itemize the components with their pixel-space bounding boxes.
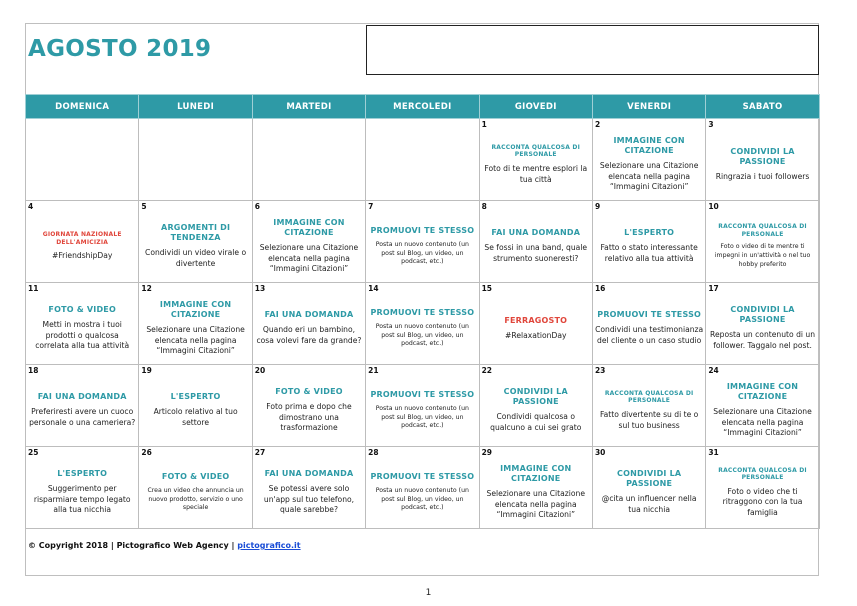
day-theme: FOTO & VIDEO xyxy=(48,305,116,315)
day-content xyxy=(141,295,249,362)
weekday-header: MERCOLEDI xyxy=(366,95,479,119)
day-cell xyxy=(252,365,365,447)
day-theme: FAI UNA DOMANDA xyxy=(264,469,354,479)
day-theme: IMMAGINE CON CITAZIONE xyxy=(159,300,232,320)
day-cell xyxy=(139,283,252,365)
day-description: Selezionare una Citazione elencata nella pagina “Immagini Citazioni” xyxy=(486,489,585,520)
day-cell xyxy=(26,447,139,529)
day-content xyxy=(368,213,476,280)
day-cell xyxy=(479,283,592,365)
day-number: 4 xyxy=(28,202,34,211)
day-description: Selezionare una Citazione elencata nella pagina “Immagini Citazioni” xyxy=(599,161,699,192)
day-number: 21 xyxy=(368,366,379,375)
day-cell xyxy=(706,283,819,365)
day-content xyxy=(595,377,703,444)
day-cell xyxy=(26,365,139,447)
day-theme: FAI UNA DOMANDA xyxy=(264,310,354,320)
day-cell xyxy=(366,447,479,529)
day-content xyxy=(595,213,703,280)
day-number: 5 xyxy=(141,202,147,211)
day-number: 1 xyxy=(481,120,487,129)
day-theme: PROMUOVI TE STESSO xyxy=(370,307,475,317)
day-number: 9 xyxy=(594,202,601,211)
day-content xyxy=(595,459,703,526)
day-description: Selezionare una Citazione elencata nella pagina “Immagini Citazioni” xyxy=(146,325,245,356)
day-cell xyxy=(366,365,479,447)
day-cell xyxy=(252,283,365,365)
day-theme: PROMUOVI TE STESSO xyxy=(370,471,475,481)
day-content xyxy=(708,131,816,198)
day-cell xyxy=(479,201,592,283)
day-description: Fatto o stato interessante relativo alla tua attività xyxy=(600,243,698,263)
day-description: Selezionare una Citazione elencata nella pagina “Immagini Citazioni” xyxy=(713,407,812,438)
day-theme: CONDIVIDI LA PASSIONE xyxy=(617,469,682,489)
day-cell xyxy=(26,201,139,283)
day-cell xyxy=(592,119,705,201)
day-cell xyxy=(139,447,252,529)
day-number: 22 xyxy=(481,366,492,375)
day-number: 17 xyxy=(708,284,719,293)
day-theme: ARGOMENTI DI TENDENZA xyxy=(161,223,231,243)
day-content xyxy=(141,459,249,526)
day-description: Fatto divertente su di te o sul tuo business xyxy=(599,409,699,430)
day-number: 15 xyxy=(481,284,492,293)
day-theme: RACCONTA QUALCOSA DI PERSONALE xyxy=(491,143,581,159)
day-description: Condividi una testimonianza del cliente o un caso studio xyxy=(595,325,704,345)
day-content xyxy=(368,459,476,526)
day-content xyxy=(708,295,816,362)
weekday-header: VENERDI xyxy=(592,95,705,119)
weekday-header: DOMENICA xyxy=(26,95,139,119)
day-content xyxy=(255,295,363,362)
day-number: 24 xyxy=(708,366,719,375)
day-content xyxy=(482,295,590,362)
day-cell xyxy=(139,201,252,283)
weekday-header: MARTEDI xyxy=(252,95,365,119)
day-content xyxy=(595,131,703,198)
day-cell xyxy=(252,447,365,529)
day-number: 14 xyxy=(368,284,379,293)
day-cell xyxy=(706,447,819,529)
day-description: Articolo relativo al tuo settore xyxy=(153,407,238,427)
day-description: #RelaxationDay xyxy=(505,330,567,340)
day-number: 29 xyxy=(481,448,492,457)
day-content xyxy=(595,295,703,362)
day-description: Foto o video di te mentre ti impegni in un'attività o nel tuo hobby preferito xyxy=(714,243,811,268)
day-content xyxy=(482,213,590,280)
footer xyxy=(28,541,301,550)
empty-day-cell xyxy=(366,119,479,201)
page-number: 1 xyxy=(425,588,432,598)
day-theme: CONDIVIDI LA PASSIONE xyxy=(503,387,568,407)
day-number: 26 xyxy=(141,448,152,457)
day-cell xyxy=(366,283,479,365)
notes-box xyxy=(366,25,819,75)
day-theme: RACCONTA QUALCOSA DI PERSONALE xyxy=(718,466,807,482)
copyright-text: © Copyright 2018 | Pictografico Web Agency | xyxy=(28,541,238,550)
day-description: Crea un video che annuncia un nuovo prodotto, servizio o uno speciale xyxy=(147,486,244,512)
weekday-header: LUNEDI xyxy=(139,95,252,119)
calendar-week-row xyxy=(26,119,820,201)
day-description: Selezionare una Citazione elencata nella pagina “Immagini Citazioni” xyxy=(259,243,359,274)
day-description: #FriendshipDay xyxy=(51,251,113,261)
day-description: Posta un nuovo contenuto (un post sul Blog, un video, un podcast, etc.) xyxy=(375,486,469,512)
day-number: 28 xyxy=(368,448,379,457)
day-theme: PROMUOVI TE STESSO xyxy=(597,310,702,320)
day-number: 13 xyxy=(254,284,266,293)
calendar-grid xyxy=(25,94,820,529)
day-cell xyxy=(139,365,252,447)
day-theme: FAI UNA DOMANDA xyxy=(37,392,127,402)
day-content xyxy=(28,213,136,280)
empty-day-cell xyxy=(139,119,252,201)
day-theme: FOTO & VIDEO xyxy=(275,387,343,397)
day-content xyxy=(482,377,590,444)
day-number: 8 xyxy=(481,202,487,211)
day-content xyxy=(255,213,363,280)
day-number: 27 xyxy=(254,448,266,457)
calendar-week-row xyxy=(26,283,820,365)
day-number: 20 xyxy=(254,366,266,375)
day-theme: GIORNATA NAZIONALE DELL'AMICIZIA xyxy=(42,231,122,246)
day-theme: CONDIVIDI LA PASSIONE xyxy=(730,146,795,166)
empty-day-cell xyxy=(26,119,139,201)
day-number: 25 xyxy=(28,448,39,457)
day-description: Foto di te mentre esplori la tua città xyxy=(484,163,588,184)
day-content xyxy=(708,377,816,444)
day-theme: IMMAGINE CON CITAZIONE xyxy=(613,136,685,156)
day-description: Se potessi avere solo un'app sul tuo telefono, quale sarebbe? xyxy=(263,484,355,515)
day-cell xyxy=(26,283,139,365)
day-theme: FAI UNA DOMANDA xyxy=(491,228,581,238)
day-content xyxy=(28,459,136,526)
day-theme: CONDIVIDI LA PASSIONE xyxy=(730,305,795,325)
day-content xyxy=(482,459,590,526)
day-number: 16 xyxy=(594,284,606,293)
day-cell xyxy=(592,283,705,365)
day-cell xyxy=(479,447,592,529)
day-number: 23 xyxy=(594,366,606,375)
day-description: Condividi qualcosa o qualcuno a cui sei grato xyxy=(490,412,582,432)
day-content xyxy=(28,295,136,362)
day-description: Suggerimento per risparmiare tempo legato alla tua nicchia xyxy=(33,484,131,515)
day-cell xyxy=(706,201,819,283)
day-description: Posta un nuovo contenuto (un post sul Blog, un video, un podcast, etc.) xyxy=(375,322,469,348)
day-cell xyxy=(252,201,365,283)
day-theme: PROMUOVI TE STESSO xyxy=(370,225,475,235)
day-cell xyxy=(366,201,479,283)
day-number: 12 xyxy=(141,284,152,293)
weekday-header-row xyxy=(26,95,820,119)
day-theme: FOTO & VIDEO xyxy=(161,471,230,481)
day-number: 31 xyxy=(708,448,719,457)
day-theme: RACCONTA QUALCOSA DI PERSONALE xyxy=(604,389,694,405)
day-theme: IMMAGINE CON CITAZIONE xyxy=(726,382,799,402)
day-content xyxy=(708,459,816,526)
day-description: Condividi un video virale o divertente xyxy=(145,248,247,268)
weekday-header: GIOVEDI xyxy=(479,95,592,119)
day-number: 7 xyxy=(368,202,374,211)
day-theme: FERRAGOSTO xyxy=(504,315,568,325)
day-cell xyxy=(592,201,705,283)
day-number: 11 xyxy=(28,284,39,293)
day-content xyxy=(141,377,249,444)
day-theme: L'ESPERTO xyxy=(624,228,675,238)
day-theme: RACCONTA QUALCOSA DI PERSONALE xyxy=(718,223,807,238)
day-description: Posta un nuovo contenuto (un post sul Blog, un video, un podcast, etc.) xyxy=(375,240,469,266)
empty-day-cell xyxy=(252,119,365,201)
page-title: AGOSTO 2019 xyxy=(28,36,212,62)
day-content xyxy=(141,213,249,280)
day-theme: L'ESPERTO xyxy=(170,392,221,402)
calendar-week-row xyxy=(26,201,820,283)
day-description: Foto o video che ti ritraggono con la tua famiglia xyxy=(722,486,803,517)
day-number: 19 xyxy=(141,366,152,375)
day-content xyxy=(368,295,476,362)
calendar-week-row xyxy=(26,447,820,529)
day-description: @cita un influencer nella tua nicchia xyxy=(601,494,697,514)
day-description: Se fossi in una band, quale strumento suoneresti? xyxy=(484,243,588,263)
day-theme: PROMUOVI TE STESSO xyxy=(370,389,475,399)
weekday-header: SABATO xyxy=(706,95,819,119)
day-cell xyxy=(592,365,705,447)
day-content xyxy=(28,377,136,444)
day-cell xyxy=(706,365,819,447)
day-description: Foto prima e dopo che dimostrano una trasformazione xyxy=(266,402,352,433)
website-link[interactable]: pictografico.it xyxy=(237,541,301,550)
day-theme: L'ESPERTO xyxy=(57,469,108,479)
day-content xyxy=(255,377,363,444)
day-number: 6 xyxy=(254,202,260,211)
calendar-week-row xyxy=(26,365,820,447)
day-description: Preferiresti avere un cuoco personale o una cameriera? xyxy=(29,407,136,427)
day-description: Metti in mostra i tuoi prodotti o qualcosa correlata alla tua attività xyxy=(35,320,130,351)
day-content xyxy=(482,131,590,198)
day-content xyxy=(708,213,816,280)
day-number: 3 xyxy=(708,120,714,129)
day-description: Ringrazia i tuoi followers xyxy=(715,171,810,181)
day-description: Posta un nuovo contenuto (un post sul Blog, un video, un podcast, etc.) xyxy=(375,404,469,430)
day-cell xyxy=(479,119,592,201)
day-cell xyxy=(479,365,592,447)
day-cell xyxy=(592,447,705,529)
day-cell xyxy=(706,119,819,201)
day-number: 30 xyxy=(594,448,606,457)
day-description: Reposta un contenuto di un follower. Taggalo nel post. xyxy=(710,330,816,350)
day-number: 10 xyxy=(708,202,719,211)
day-number: 18 xyxy=(28,366,39,375)
day-content xyxy=(368,377,476,444)
day-description: Quando eri un bambino, cosa volevi fare da grande? xyxy=(256,325,362,345)
day-content xyxy=(255,459,363,526)
day-theme: IMMAGINE CON CITAZIONE xyxy=(500,464,572,484)
day-theme: IMMAGINE CON CITAZIONE xyxy=(273,218,345,238)
day-number: 2 xyxy=(594,120,601,129)
